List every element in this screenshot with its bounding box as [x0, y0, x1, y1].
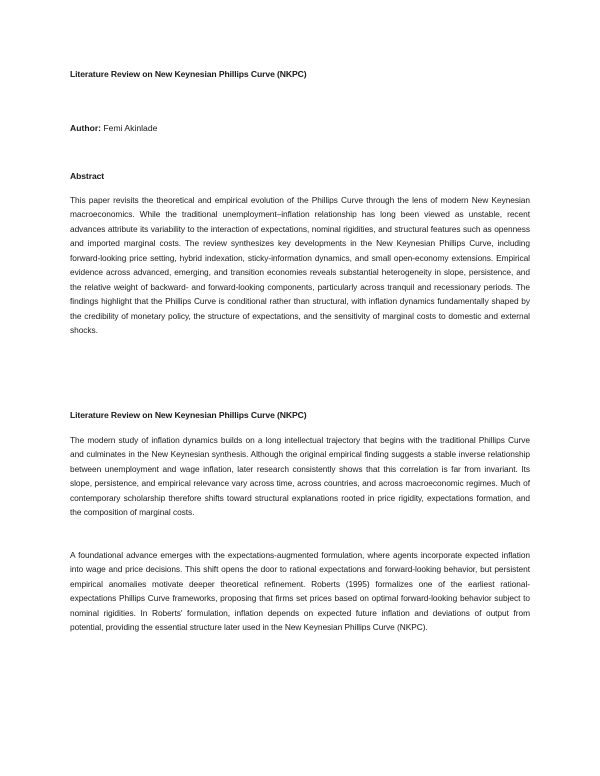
author-line — [70, 123, 157, 133]
review-paragraph-2: A foundational advance emerges with the expectations-augmented formulation, where agents incorporate expected inflation into wage and price decisions. This shift opens the door to rational expectations and forward-looking behavior, but persistent empirical anomalies motivate deeper theoretical refinement. Roberts (1995) formalizes one of the earliest rational-expectations Phillips Curve frameworks, proposing that firms set prices based on optimal forward-looking behavior subject to nominal rigidities. In Roberts' formulation, inflation depends on expected future inflation and deviations of output from potential, providing the essential structure later used in the New Keynesian Phillips Curve (NKPC). — [70, 550, 530, 633]
author-label: Author: — [70, 123, 102, 133]
author-name: Femi Akinlade — [103, 123, 158, 133]
review-paragraph-1: The modern study of inflation dynamics builds on a long intellectual trajectory that begins with the traditional Phillips Curve and culminates in the New Keynesian synthesis. Although the original empirical finding suggests a stable inverse relationship between unemployment and wage inflation, later research consistently shows that this correlation is far from invariant. Its slope, persistence, and empirical relevance vary across time, across countries, and across macroeconomic regimes. Much of contemporary scholarship therefore shifts toward structural explanations rooted in price rigidity, expectations formation, and the composition of marginal costs. — [70, 435, 530, 518]
abstract-heading: Abstract — [70, 171, 105, 181]
document-title: Literature Review on New Keynesian Phillips Curve (NKPC) — [70, 69, 307, 79]
abstract-paragraph: This paper revisits the theoretical and empirical evolution of the Phillips Curve through the lens of modern New Keynesian macroeconomics. While the traditional unemployment–inflation relationship has long been viewed as unstable, recent advances attribute its variability to the interaction of expectations, nominal rigidities, and structural features such as openness and imported marginal costs. The review synthesizes key developments in the New Keynesian Phillips Curve, including forward-looking price setting, hybrid indexation, sticky-information dynamics, and small open-economy extensions. Empirical evidence across advanced, emerging, and transition economies reveals substantial heterogeneity in slope, persistence, and the relative weight of backward- and forward-looking components, particularly across tranquil and recessionary periods. The findings highlight that the Phillips Curve is conditional rather than structural, with inflation dynamics fundamentally shaped by the credibility of monetary policy, the structure of expectations, and the sensitivity of marginal costs to domestic and external shocks. — [70, 195, 530, 336]
section-heading: Literature Review on New Keynesian Phillips Curve (NKPC) — [70, 410, 307, 420]
